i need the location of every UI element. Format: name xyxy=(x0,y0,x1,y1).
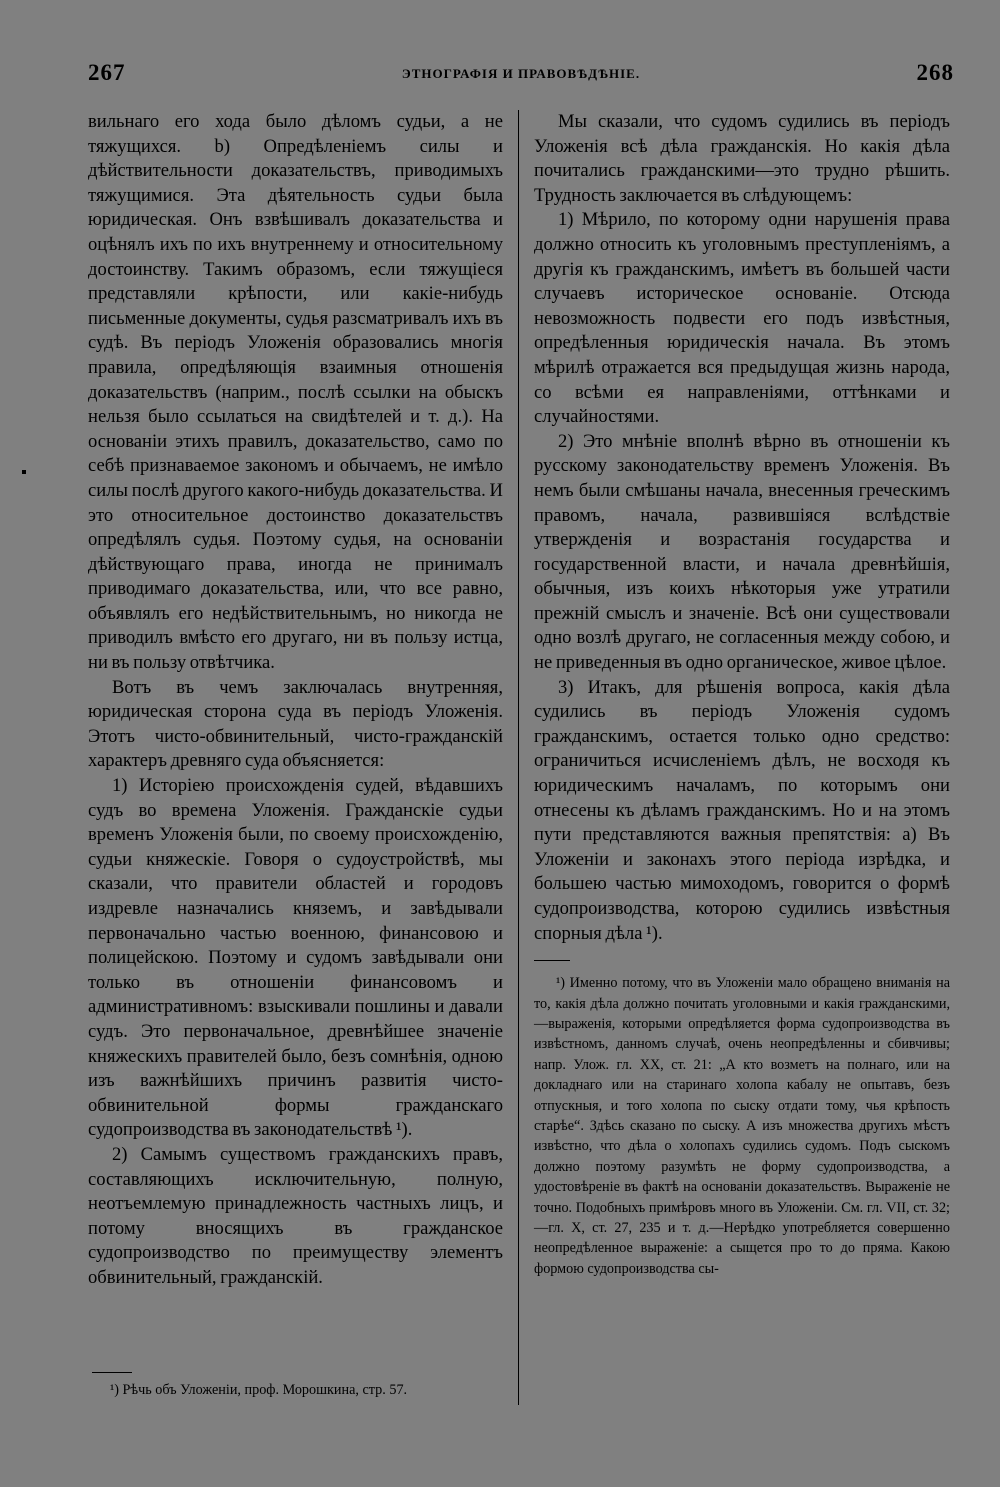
right-paragraph-2: 1) Мѣрило, по которому одни нарушенія права должно относить къ уголовнымъ преступленіямъ, а другія къ гражданскимъ, имѣетъ въ большей части случаевъ историческое основаніе. Отсюда невозможность подвести его подъ извѣстныя, опредѣленныя юридическія начала. Въ этомъ мѣрилѣ отражается вся предыдущая жизнь народа, со всѣми ея направленіями, оттѣнками и случайностями. xyxy=(534,209,950,428)
right-paragraph-3: 2) Это мнѣніе вполнѣ вѣрно въ отношеніи къ русскому законодательству временъ Уложенія. Въ немъ были смѣшаны начала, внесенныя греческимъ правомъ, начала, развившіяся вслѣдствіе утвержденія и возрастанія государства и государственной власти, и начала древнѣйшія, обычныя, изъ коихъ нѣкоторыя уже утратили прежній смыслъ и значеніе. Всѣ они существовали одно возлѣ другаго, не согласенныя между собою, и не приведенныя въ одно органическое, живое цѣлое. xyxy=(534,430,950,674)
running-title: ЭТНОГРАФІЯ И ПРАВОВѢДѢНІЕ. xyxy=(401,66,641,81)
right-paragraph-1: Мы сказали, что судомъ судились въ періодъ Уложенія всѣ дѣла гражданскія. Но какія дѣла почитались гражданскими—это трудно рѣшить. Трудность заключается въ слѣдующемъ: xyxy=(534,111,950,206)
column-divider xyxy=(518,110,519,1405)
left-paragraph-3: 1) Исторіею происхожденія судей, вѣдавшихъ судъ во времена Уложенія. Гражданскіе судьи временъ Уложенія были, по своему происхожденію, судьи княжескіе. Говоря о судоустройствѣ, мы сказали, что правители областей и городовъ издревле назначались княземъ, и завѣдывали первоначально частью военною, финансовою и полицейскою. Поэтому и судомъ завѣдывали они только въ отношеніи финансовомъ и административномъ: взыскивали пошлины и давали судъ. Это первоначальное, древнѣйшее значеніе княжескихъ правителей было, безъ сомнѣнія, одною изъ важнѣйшихъ причинъ развитія чисто-обвинительной формы гражданскаго судопроизводства въ законодательствѣ ¹). xyxy=(88,775,503,1141)
right-paragraph-4: 3) Итакъ, для рѣшенія вопроса, какія дѣла судились въ періодъ Уложенія судомъ гражданскимъ, остается только одно средство: ограничиться исчисленіемъ дѣлъ, не восходя къ юридическимъ началамъ, по которымъ они отнесены къ дѣламъ гражданскимъ. Но и на этомъ пути представляются важныя препятствія: а) Въ Уложеніи и законахъ этого періода изрѣдка, и большею частью мимоходомъ, говорится о формѣ судопроизводства, которою судились извѣстныя спорныя дѣла ¹). xyxy=(534,676,950,944)
page-number-right: 268 xyxy=(916,60,954,85)
right-footnote-rule xyxy=(534,960,570,961)
left-footnote-rule xyxy=(92,1372,132,1373)
left-column xyxy=(88,110,503,1291)
page-number-left: 267 xyxy=(88,60,126,85)
left-paragraph-4: 2) Самымъ существомъ гражданскихъ правъ, составляющихъ исключительную, полную, неотъемлемую принадлежность частныхъ лицъ, и потому вносящихъ въ гражданское судопроизводство по преимуществу элементъ обвинительный, гражданскій. xyxy=(88,1143,503,1288)
left-footnote: ¹) Рѣчь объ Уложеніи, проф. Морошкина, стр. 57. xyxy=(110,1382,408,1398)
margin-speck xyxy=(22,470,26,474)
right-footnote: ¹) Именно потому, что въ Уложеніи мало обращено вниманія на то, какія дѣла должно почитать уголовными и какія гражданскими,—выраженія, которыми опредѣляется форма судопроизводства въ извѣстномъ, данномъ случаѣ, очень неопредѣленны и сбивчивы; напр. Улож. гл. XX, ст. 21: „А кто возметъ на полнаго, или на докладнаго или на старинаго холопа кабалу не опытавъ, безъ отпускныя, и того холопа по сыску отдати тому, чья крѣпость старѣе“. Здѣсь сказано по сыску. А изъ множества другихъ мѣстъ извѣстно, что дѣла о холопахъ судились судомъ. Подъ сыскомъ должно поэтому разумѣть не форму судопроизводства, а удостовѣреніе въ фактѣ на основаніи доказательствъ. Выраженіе не точно. Подобныхъ примѣровъ много въ Уложеніи. См. гл. VII, ст. 32;—гл. X, ст. 27, 235 и т. д.—Нерѣдко употребляется совершенно неопредѣленное выраженіе: а сыщется про то до пряма. Какою формою судопроизводства сы- xyxy=(534,975,950,1277)
left-paragraph-2: Вотъ въ чемъ заключалась внутренняя, юридическая сторона суда въ періодъ Уложенія. Этотъ чисто-обвинительный, чисто-гражданскій характеръ древняго суда объясняется: xyxy=(88,676,503,772)
left-paragraph-1: вильнаго его хода было дѣломъ судьи, а не тяжущихся. b) Опредѣленіемъ силы и дѣйствительности доказательствъ, приводимыхъ тяжущимися. Эта дѣятельность судьи была юридическая. Онъ взвѣшивалъ доказательства и оцѣнялъ ихъ по ихъ внутреннему и относительному достоинству. Такимъ образомъ, если тяжущіеся представляли крѣпости, или какіе-нибудь письменные документы, судья разсматривалъ ихъ въ судѣ. Въ періодъ Уложенія образовались многія правила, опредѣляющія взаимныя отношенія доказательствъ (наприм., послѣ ссылки на обыскъ нельзя было ссылаться на свидѣтелей и т. д.). На основаніи этихъ правилъ, доказательство, само по себѣ признаваемое закономъ и обычаемъ, не имѣло силы послѣ другого какого-нибудь доказательства. И это относительное достоинство доказательствъ опредѣлялъ судья. Поэтому судья, на основаніи дѣйствующаго права, иногда не принималъ приводимаго доказательства, или, что все равно, объявлялъ его недѣйствительнымъ, но никогда не приводилъ вмѣсто его другаго, ни въ пользу истца, ни въ пользу отвѣтчика. xyxy=(88,111,503,674)
right-column xyxy=(534,110,950,1279)
page-header xyxy=(88,60,954,94)
